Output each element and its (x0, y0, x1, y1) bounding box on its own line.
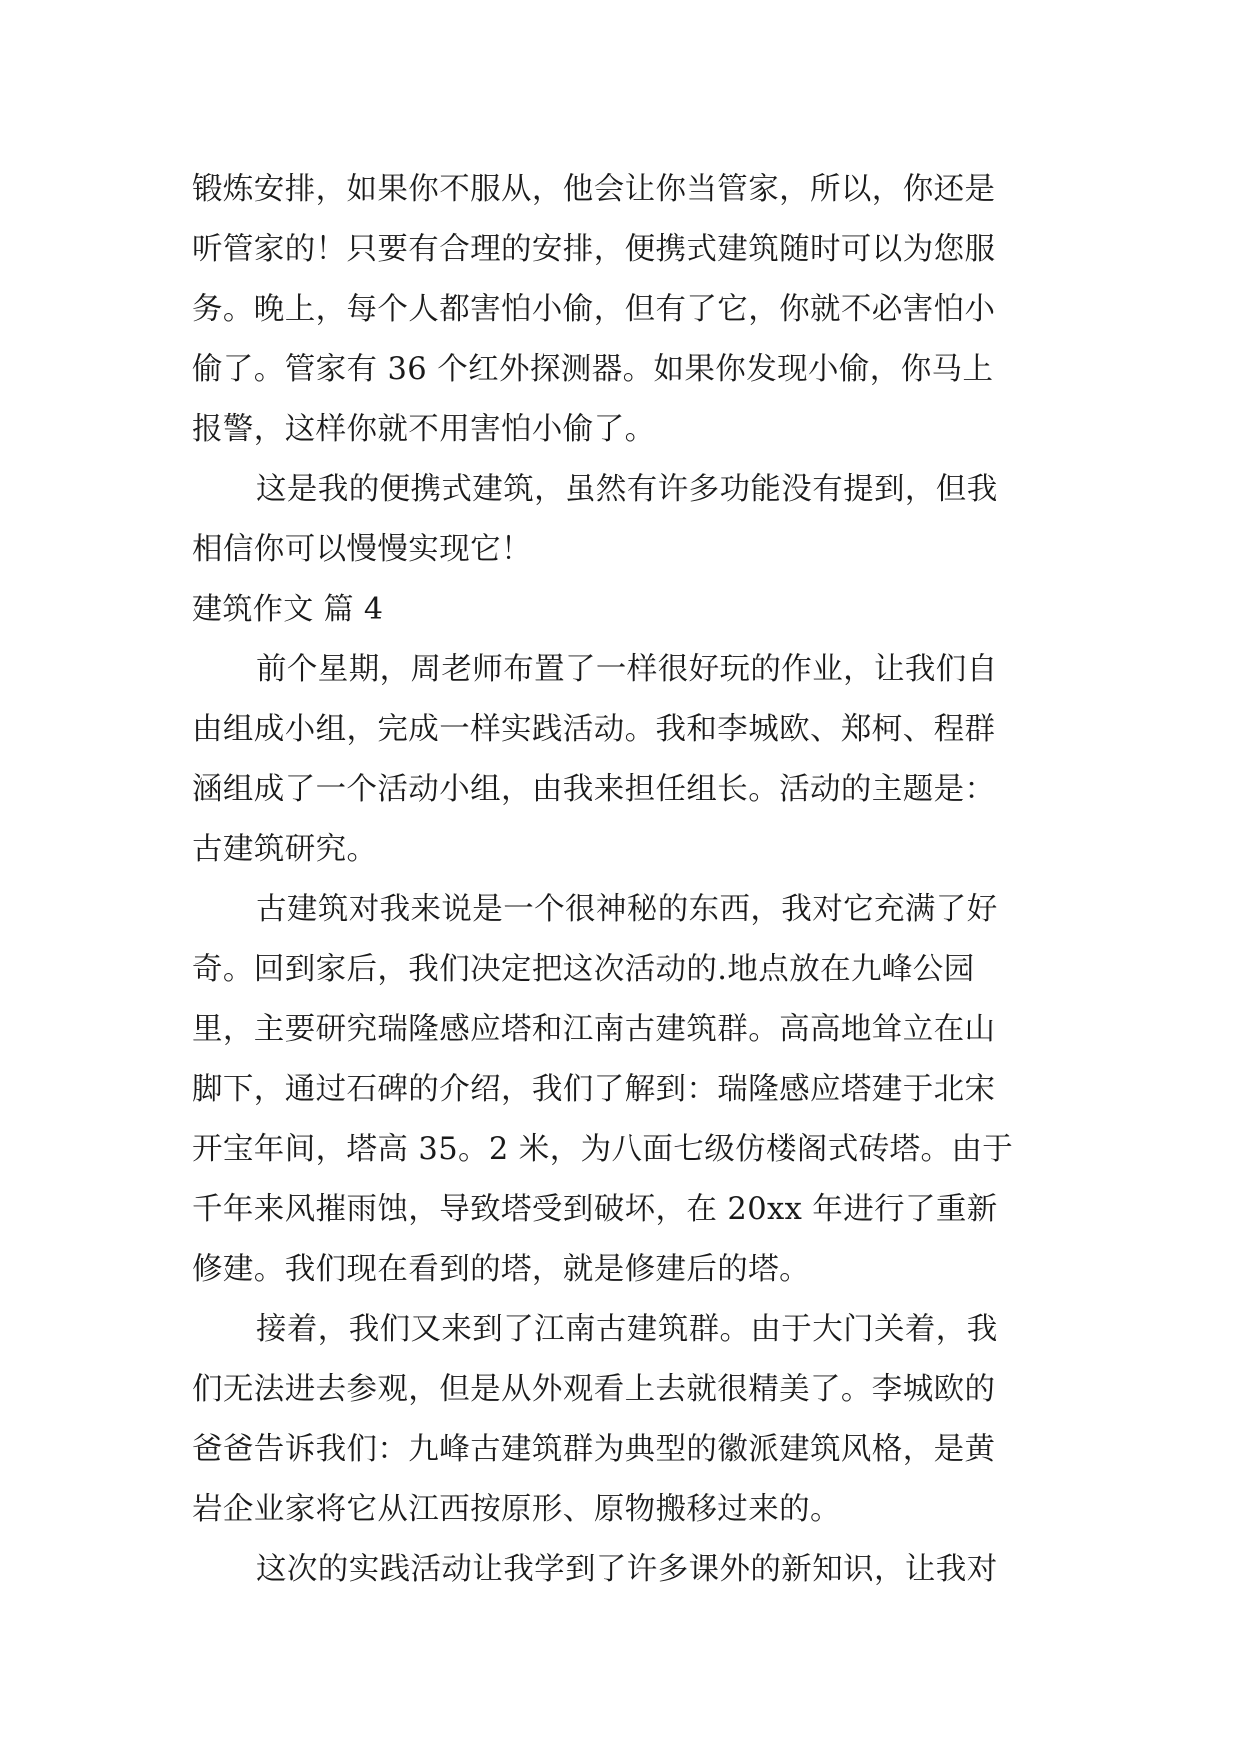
text-line: 前个星期，周老师布置了一样很好玩的作业，让我们自 (256, 652, 998, 687)
paragraph-conclusion (192, 460, 1052, 580)
text-line: 听管家的！只要有合理的安排，便携式建筑随时可以为您服 (192, 232, 996, 267)
text-line: 古建筑研究。 (192, 832, 378, 867)
text-line: 偷了。管家有 36 个红外探测器。如果你发现小偷，你马上 (192, 352, 994, 387)
text-line: 这是我的便携式建筑，虽然有许多功能没有提到，但我 (256, 472, 998, 507)
document-body (192, 160, 1052, 1600)
text-line: 开宝年间，塔高 35。2 米，为八面七级仿楼阁式砖塔。由于 (192, 1132, 1014, 1167)
text-line: 爸爸告诉我们：九峰古建筑群为典型的徽派建筑风格，是黄 (192, 1432, 996, 1467)
text-line: 锻炼安排，如果你不服从，他会让你当管家，所以，你还是 (192, 172, 996, 207)
text-line: 岩企业家将它从江西按原形、原物搬移过来的。 (192, 1492, 841, 1527)
text-line: 这次的实践活动让我学到了许多课外的新知识，让我对 (256, 1552, 998, 1587)
text-line: 由组成小组，完成一样实践活动。我和李城欧、郑柯、程群 (192, 712, 996, 747)
text-line: 务。晚上，每个人都害怕小偷，但有了它，你就不必害怕小 (192, 292, 996, 327)
text-line: 接着，我们又来到了江南古建筑群。由于大门关着，我 (256, 1312, 998, 1347)
paragraph-1 (192, 640, 1052, 880)
text-line: 古建筑对我来说是一个很神秘的东西，我对它充满了好 (256, 892, 998, 927)
paragraph-4 (192, 1540, 1052, 1600)
text-line: 相信你可以慢慢实现它！ (192, 532, 532, 567)
text-line: 报警，这样你就不用害怕小偷了。 (192, 412, 656, 447)
text-line: 修建。我们现在看到的塔，就是修建后的塔。 (192, 1252, 810, 1287)
text-line: 涵组成了一个活动小组，由我来担任组长。活动的主题是： (192, 772, 996, 807)
paragraph-2 (192, 880, 1052, 1300)
text-line: 里，主要研究瑞隆感应塔和江南古建筑群。高高地耸立在山 (192, 1012, 996, 1047)
section-heading: 建筑作文 篇 4 (192, 592, 384, 627)
text-line: 们无法进去参观，但是从外观看上去就很精美了。李城欧的 (192, 1372, 996, 1407)
text-line: 脚下，通过石碑的介绍，我们了解到：瑞隆感应塔建于北宋 (192, 1072, 996, 1107)
text-line: 千年来风摧雨蚀，导致塔受到破坏，在 20xx 年进行了重新 (192, 1192, 998, 1227)
paragraph-previous-end (192, 160, 1052, 460)
paragraph-3 (192, 1300, 1052, 1540)
text-line: 奇。回到家后，我们决定把这次活动的.地点放在九峰公园 (192, 952, 975, 987)
